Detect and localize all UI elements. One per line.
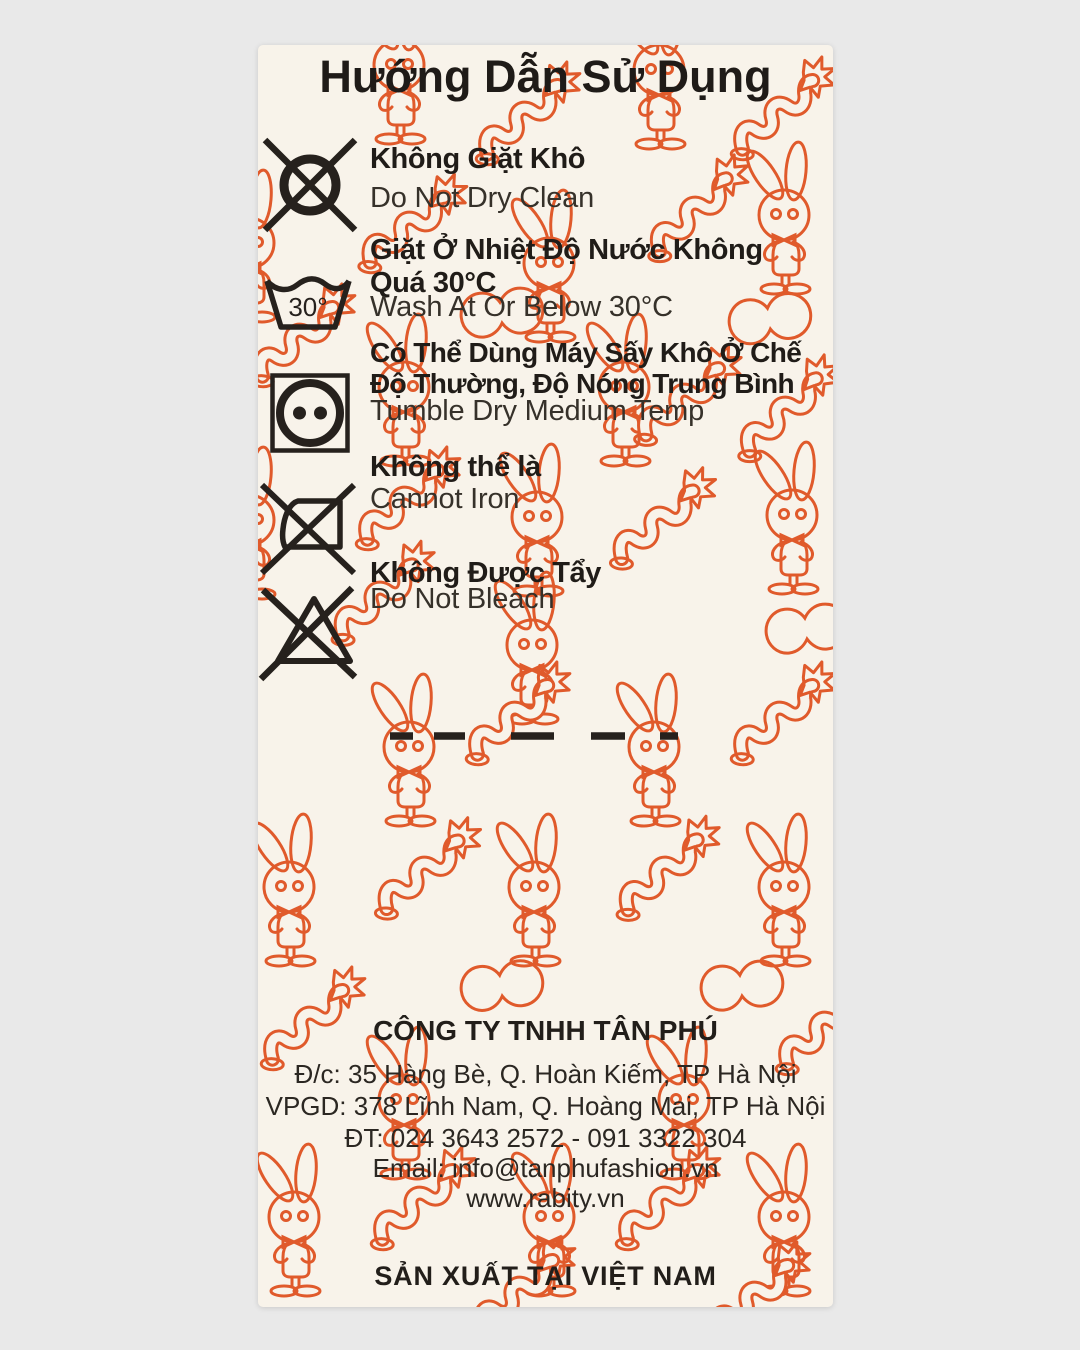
company-office: VPGD: 378 Lĩnh Nam, Q. Hoàng Mai, TP Hà Nội xyxy=(265,1091,826,1121)
wash-30-icon xyxy=(263,271,353,333)
made-in-text: SẢN XUẤT TẠI VIỆT NAM xyxy=(374,1261,717,1291)
dashed-divider xyxy=(388,731,684,741)
care-item-vi: Giặt Ở Nhiệt Độ Nước Không xyxy=(370,234,763,266)
company-name: CÔNG TY TNHH TÂN PHÚ xyxy=(373,1015,718,1046)
company-website: www.rabity.vn xyxy=(466,1183,625,1213)
care-item-en: Wash At Or Below 30°C xyxy=(370,291,673,323)
tumble-dry-medium-icon xyxy=(270,373,350,453)
label-title: Hướng Dẫn Sử Dụng xyxy=(319,51,772,102)
care-item-vi: Không thể là xyxy=(370,451,541,483)
company-phone: ĐT: 024 3643 2572 - 091 3322 304 xyxy=(344,1123,747,1153)
care-label xyxy=(258,45,833,1307)
care-item-en: Tumble Dry Medium Temp xyxy=(370,395,705,427)
do-not-bleach-icon xyxy=(258,585,358,685)
care-item-vi: Không Được Tẩy xyxy=(370,557,601,589)
care-item-vi: Độ Thường, Độ Nóng Trung Bình xyxy=(370,368,795,399)
care-item-vi: Quá 30°C xyxy=(370,267,497,299)
company-email: Email: info@tanphufashion.vn xyxy=(372,1153,719,1183)
care-item-vi: Có Thể Dùng Máy Sấy Khô Ở Chế xyxy=(370,337,802,368)
do-not-iron-icon xyxy=(258,481,358,577)
care-item-en: Cannot Iron xyxy=(370,483,520,515)
care-item-en: Do Not Dry Clean xyxy=(370,182,595,214)
care-item-vi: Không Giặt Khô xyxy=(370,143,586,175)
wash-temp-text: 30° xyxy=(288,292,328,322)
company-address: Đ/c: 35 Hàng Bè, Q. Hoàn Kiếm, TP Hà Nội xyxy=(294,1059,797,1089)
do-not-dry-clean-icon xyxy=(260,135,360,235)
care-item-en: Do Not Bleach xyxy=(370,583,555,615)
label-content xyxy=(258,45,833,1307)
